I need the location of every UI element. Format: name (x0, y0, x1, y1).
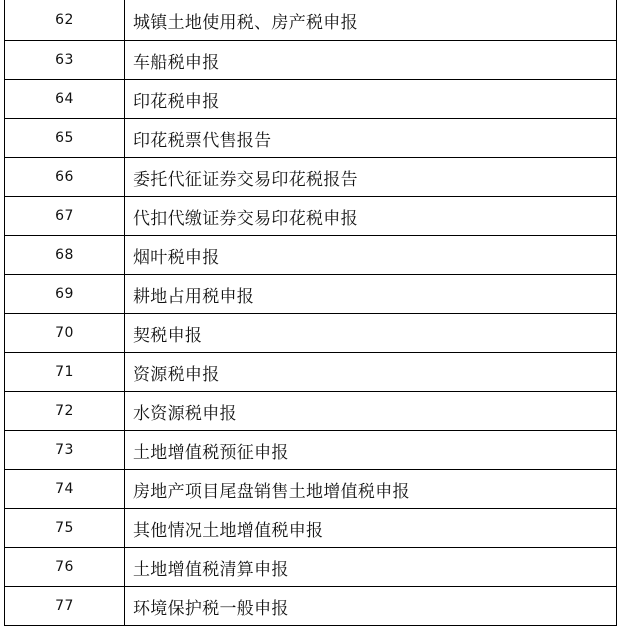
table-row (5, 392, 617, 431)
row-number: 67 (5, 197, 125, 236)
row-item-name: 城镇土地使用税、房产税申报 (125, 0, 617, 41)
row-number: 73 (5, 431, 125, 470)
row-number: 72 (5, 392, 125, 431)
table-row (5, 509, 617, 548)
row-number: 63 (5, 41, 125, 80)
row-number: 77 (5, 587, 125, 626)
row-item-name: 资源税申报 (125, 353, 617, 392)
row-item-name: 车船税申报 (125, 41, 617, 80)
table-row (5, 80, 617, 119)
row-item-name: 印花税票代售报告 (125, 119, 617, 158)
row-item-name: 印花税申报 (125, 80, 617, 119)
table-row (5, 275, 617, 314)
row-number: 68 (5, 236, 125, 275)
row-item-name: 房地产项目尾盘销售土地增值税申报 (125, 470, 617, 509)
row-number: 74 (5, 470, 125, 509)
table-row (5, 548, 617, 587)
tax-declaration-table (4, 0, 617, 626)
row-number: 76 (5, 548, 125, 587)
row-item-name: 耕地占用税申报 (125, 275, 617, 314)
row-item-name: 土地增值税清算申报 (125, 548, 617, 587)
row-number: 70 (5, 314, 125, 353)
row-item-name: 环境保护税一般申报 (125, 587, 617, 626)
row-item-name: 土地增值税预征申报 (125, 431, 617, 470)
row-number: 69 (5, 275, 125, 314)
table-row (5, 119, 617, 158)
table-row (5, 0, 617, 41)
table-row (5, 431, 617, 470)
row-number: 66 (5, 158, 125, 197)
table-row (5, 314, 617, 353)
table-row (5, 236, 617, 275)
table-row (5, 158, 617, 197)
row-number: 64 (5, 80, 125, 119)
row-number: 71 (5, 353, 125, 392)
row-item-name: 其他情况土地增值税申报 (125, 509, 617, 548)
row-item-name: 烟叶税申报 (125, 236, 617, 275)
row-item-name: 水资源税申报 (125, 392, 617, 431)
table-row (5, 353, 617, 392)
row-number: 62 (5, 0, 125, 41)
row-item-name: 代扣代缴证券交易印花税申报 (125, 197, 617, 236)
row-item-name: 契税申报 (125, 314, 617, 353)
row-number: 75 (5, 509, 125, 548)
table-row (5, 197, 617, 236)
table-row (5, 587, 617, 626)
table-body (5, 0, 617, 626)
row-number: 65 (5, 119, 125, 158)
table-row (5, 41, 617, 80)
table-row (5, 470, 617, 509)
row-item-name: 委托代征证券交易印花税报告 (125, 158, 617, 197)
